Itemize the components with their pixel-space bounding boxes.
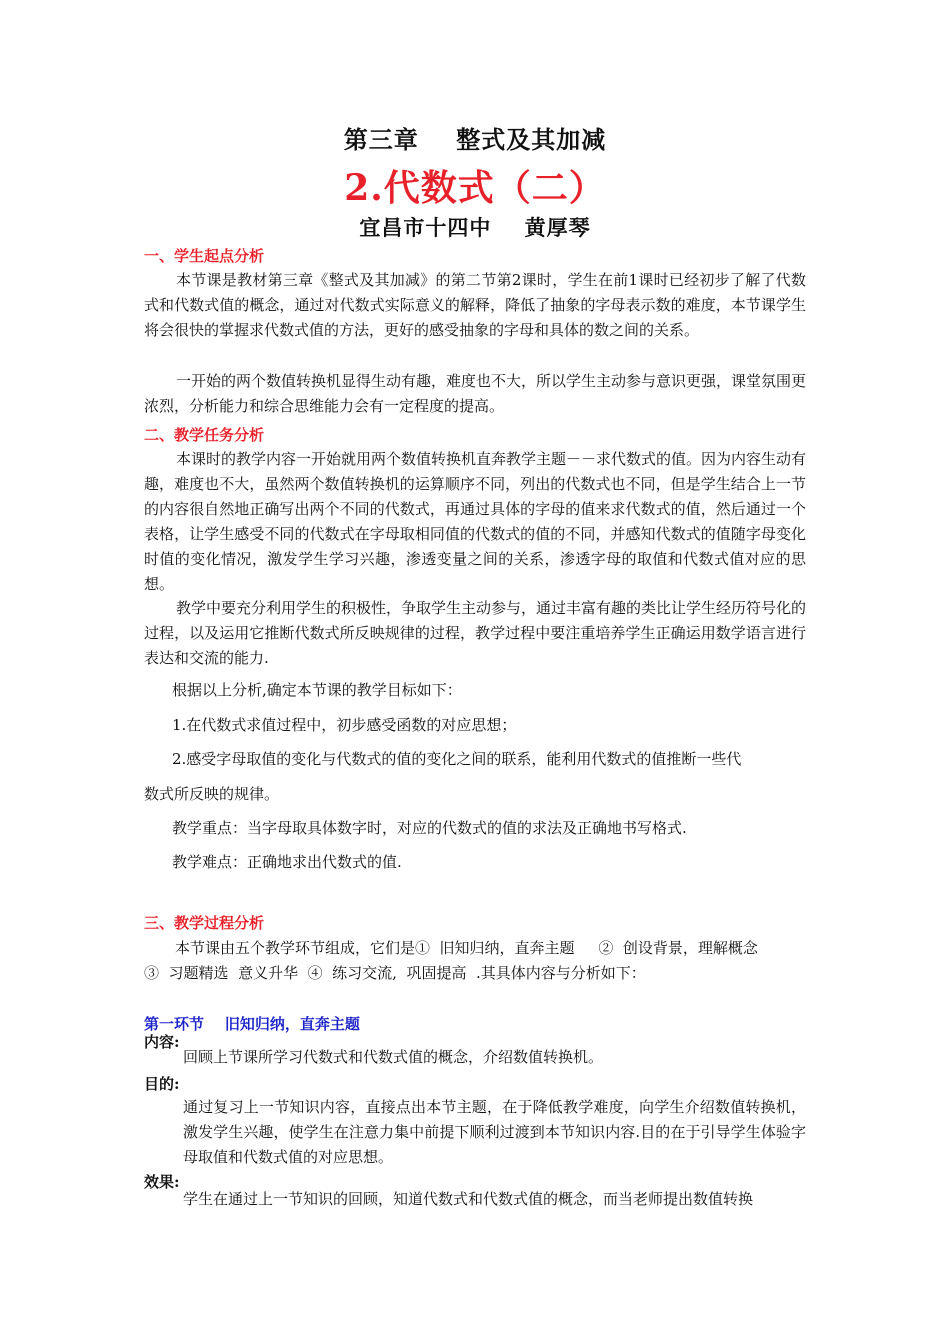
section-heading-1: 一、学生起点分析 <box>144 247 265 265</box>
goals-intro: 根据以上分析,确定本节课的教学目标如下： <box>172 681 462 699</box>
effect-label: 效果: <box>144 1173 180 1191</box>
goal-label: 目的: <box>144 1075 180 1093</box>
content-text: 回顾上节课所学习代数式和代数式值的概念，介绍数值转换机。 <box>183 1048 604 1066</box>
section2-paragraph-2: 教学中要充分利用学生的积极性，争取学生主动参与，通过丰富有趣的类比让学生经历符号化的过程，以及运用它推断代数式所反映规律的过程，教学过程中要注重培养学生正确运用数学语言进行表达和交流的能力. <box>144 599 807 667</box>
step1-heading: 第一环节 旧知归纳，直奔主题 <box>144 1015 360 1033</box>
section-heading-3: 三、教学过程分析 <box>144 914 265 932</box>
goal-item-2-line-1: 2.感受字母取值的变化与代数式的值的变化之间的联系，能利用代数式的值推断一些代 <box>172 750 742 768</box>
section-heading-2: 二、教学任务分析 <box>144 426 265 444</box>
goal-item-2-line-2: 数式所反映的规律。 <box>144 785 280 803</box>
section1-paragraph-1: 本节课是教材第三章《整式及其加减》的第二节第2课时，学生在前1课时已经初步了解了代数式和代数式值的概念，通过对代数式实际意义的解释，降低了抽象的字母表示数的难度，本节课学生将会很快的掌握求代数式值的方法，更好的感受抽象的字母和具体的数之间的关系。 <box>144 271 806 339</box>
goal-item-1: 1.在代数式求值过程中，初步感受函数的对应思想； <box>172 716 517 734</box>
lesson-title: 2.代数式（二） <box>344 167 606 209</box>
section3-line-2: ③ 习题精选 意义升华 ④ 练习交流, 巩固提高 .其具体内容与分析如下： <box>144 964 646 982</box>
section1-paragraph-2: 一开始的两个数值转换机显得生动有趣，难度也不大，所以学生主动参与意识更强，课堂氛围更浓烈，分析能力和综合思维能力会有一定程度的提高。 <box>144 372 807 415</box>
teaching-key-point: 教学重点：当字母取具体数字时，对应的代数式的值的求法及正确地书写格式. <box>172 819 687 837</box>
section2-paragraph-1: 本课时的教学内容一开始就用两个数值转换机直奔教学主题－－求代数式的值。因为内容生动有趣，难度也不大，虽然两个数值转换机的运算顺序不同，列出的代数式也不同，但是学生结合上一节的内容很自然地正确写出两个不同的代数式，再通过具体的字母的值来求代数式的值，然后通过一个表格，让学生感受不同的代数式在字母取相同值的代数式的值的不同，并感知代数式的值随字母变化时值的变化情况，激发学生学习兴趣，渗透变量之间的关系，渗透字母的取值和代数式值对应的思想。 <box>144 450 807 593</box>
section3-line-1: 本节课由五个教学环节组成，它们是① 旧知归纳，直奔主题 ② 创设背景，理解概念 <box>175 939 758 957</box>
content-label: 内容: <box>144 1033 180 1051</box>
effect-text: 学生在通过上一节知识的回顾，知道代数式和代数式值的概念，而当老师提出数值转换 <box>183 1190 754 1208</box>
teaching-difficulty: 教学难点：正确地求出代数式的值. <box>172 853 402 871</box>
author-line: 宜昌市十四中 黄厚琴 <box>359 215 591 240</box>
goal-text: 通过复习上一节知识内容，直接点出本节主题，在于降低教学难度，向学生介绍数值转换机，激发学生兴趣，使学生在注意力集中前提下顺利过渡到本节知识内容.目的在于引导学生体验字母取值和代数式值的对应思想。 <box>183 1098 806 1166</box>
chapter-title: 第三章 整式及其加减 <box>343 125 607 154</box>
